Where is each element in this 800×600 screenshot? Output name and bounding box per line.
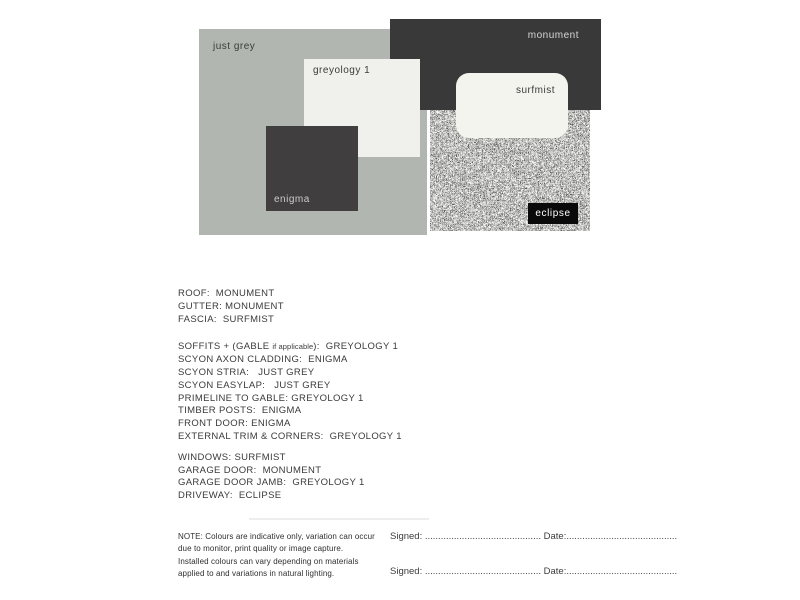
spec-line-text: SCYON EASYLAP: JUST GREY <box>178 379 331 391</box>
spec-line <box>178 490 402 503</box>
swatch-enigma <box>266 126 358 211</box>
spec-line-text: SCYON AXON CLADDING: ENIGMA <box>178 354 348 366</box>
swatch-label-monument: monument <box>527 30 579 41</box>
swatch-surfmist <box>456 73 568 138</box>
spec-line-text: GUTTER: MONUMENT <box>178 300 284 312</box>
swatch-label-enigma: enigma <box>274 194 310 205</box>
spec-list <box>178 288 402 503</box>
note-line: NOTE: Colours are indicative only, variation can occur <box>178 532 375 541</box>
spec-line <box>178 405 402 418</box>
spec-line <box>178 380 402 393</box>
signature-area <box>390 531 677 578</box>
swatch-label-greyology-1: greyology 1 <box>313 65 371 76</box>
spec-group <box>178 452 402 503</box>
spec-line-text: ROOF: MONUMENT <box>178 288 275 299</box>
spec-line-text: GARAGE DOOR JAMB: GREYOLOGY 1 <box>178 477 365 489</box>
spec-line-text: TIMBER POSTS: ENIGMA <box>178 405 302 417</box>
spec-line <box>178 465 402 478</box>
spec-line-text: GARAGE DOOR: MONUMENT <box>178 464 322 476</box>
signature-row: Signed: ............................................ Date:.......................................... <box>390 566 678 577</box>
spec-line-text: SOFFITS + (GABLE <box>178 341 273 353</box>
spec-line-text: FRONT DOOR: ENIGMA <box>178 418 291 430</box>
swatch-label-eclipse: eclipse <box>528 203 578 224</box>
spec-line <box>178 301 402 314</box>
note-line: Installed colours can vary depending on materials <box>178 556 359 566</box>
note-line: due to monitor, print quality or image capture. <box>178 544 344 554</box>
spec-line-text: EXTERNAL TRIM & CORNERS: GREYOLOGY 1 <box>178 430 402 442</box>
note-text <box>178 531 375 581</box>
spec-line <box>178 452 402 465</box>
spec-line <box>178 477 402 490</box>
spec-line-text: WINDOWS: SURFMIST <box>178 451 286 463</box>
spec-line <box>178 393 402 406</box>
spec-line <box>178 418 402 431</box>
spec-line <box>178 431 402 444</box>
spec-group <box>178 288 402 326</box>
spec-line <box>178 354 402 367</box>
spec-line-text: DRIVEWAY: ECLIPSE <box>178 490 282 502</box>
spec-line-text: FASCIA: SURFMIST <box>178 313 275 325</box>
spec-line <box>178 367 402 380</box>
spec-line <box>178 341 402 354</box>
spec-line-text: SCYON STRIA: JUST GREY <box>178 366 315 378</box>
swatch-label-just-grey: just grey <box>213 41 256 52</box>
spec-line-text: if applicable <box>272 342 314 352</box>
signature-row: Signed: ............................................ Date:.......................................... <box>390 531 678 542</box>
spec-line-text: PRIMELINE TO GABLE: GREYOLOGY 1 <box>178 392 364 404</box>
swatch-label-surfmist: surfmist <box>516 85 555 96</box>
spec-line <box>178 314 402 327</box>
spec-line <box>178 288 402 301</box>
note-line: applied to and variations in natural lighting. <box>178 569 335 579</box>
divider-line <box>249 518 429 520</box>
spec-group <box>178 341 402 443</box>
spec-line-text: ): GREYOLOGY 1 <box>313 341 399 353</box>
